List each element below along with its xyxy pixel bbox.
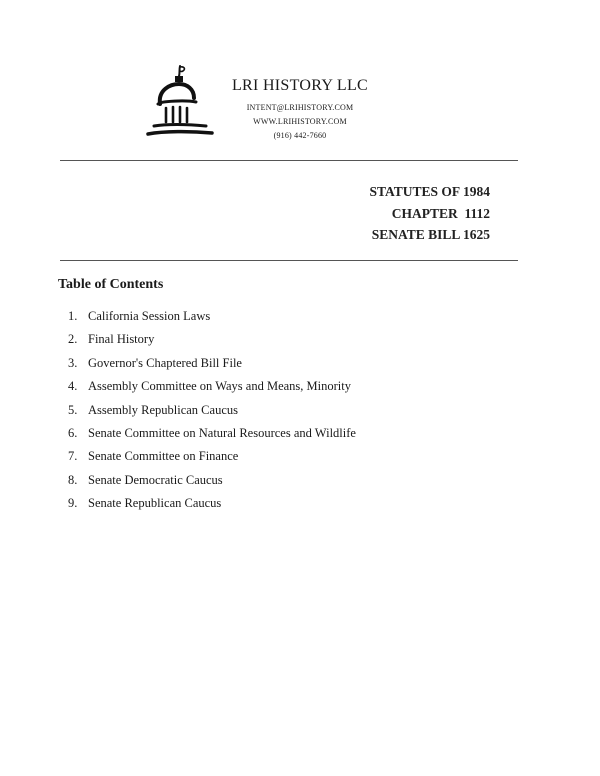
toc-item-number: 2. [68, 332, 78, 347]
toc-list [68, 305, 356, 516]
company-website: WWW.LRIHISTORY.COM [253, 117, 347, 126]
company-name: LRI HISTORY LLC [231, 77, 369, 94]
toc-item-3 [68, 352, 356, 375]
toc-item-label: Senate Democratic Caucus [88, 472, 223, 487]
toc-item-label: Assembly Republican Caucus [88, 402, 238, 417]
statute-chapter: CHAPTER 1112 [391, 205, 490, 221]
toc-item-9 [68, 492, 356, 515]
toc-item-7 [68, 445, 356, 468]
toc-item-label: Senate Committee on Natural Resources and Wildlife [88, 426, 356, 441]
toc-item-6 [68, 422, 356, 445]
toc-item-number: 6. [68, 426, 78, 441]
toc-item-label: Senate Republican Caucus [88, 496, 222, 511]
statute-bill: SENATE BILL 1625 [371, 227, 490, 242]
toc-item-label: California Session Laws [88, 309, 211, 323]
toc-item-number: 3. [68, 355, 78, 370]
toc-title: Table of Contents [58, 277, 164, 292]
bottom-divider [60, 260, 518, 261]
toc-item-number: 5. [68, 402, 78, 417]
toc-item-1 [68, 305, 356, 328]
toc-item-label: Senate Committee on Finance [88, 449, 239, 464]
toc-item-2 [68, 328, 356, 351]
statute-year: STATUTES OF 1984 [369, 184, 490, 199]
toc-item-label: Final History [88, 332, 155, 347]
toc-item-8 [68, 469, 356, 492]
company-email: INTENT@LRIHISTORY.COM [246, 103, 354, 112]
toc-item-5 [68, 399, 356, 422]
company-phone: (916) 442-7660 [273, 131, 327, 140]
toc-item-label: Assembly Committee on Ways and Means, Minority [88, 379, 351, 394]
statute-block [369, 181, 490, 246]
toc-item-4 [68, 375, 356, 398]
capitol-dome-icon [146, 64, 214, 140]
top-divider [60, 160, 518, 161]
toc-item-number: 8. [68, 472, 78, 487]
company-info [228, 76, 372, 143]
toc-item-label: Governor's Chaptered Bill File [88, 355, 242, 370]
toc-item-number: 1. [68, 309, 78, 323]
toc-item-number: 4. [68, 379, 78, 394]
toc-item-number: 9. [68, 496, 78, 511]
toc-item-number: 7. [68, 449, 78, 464]
